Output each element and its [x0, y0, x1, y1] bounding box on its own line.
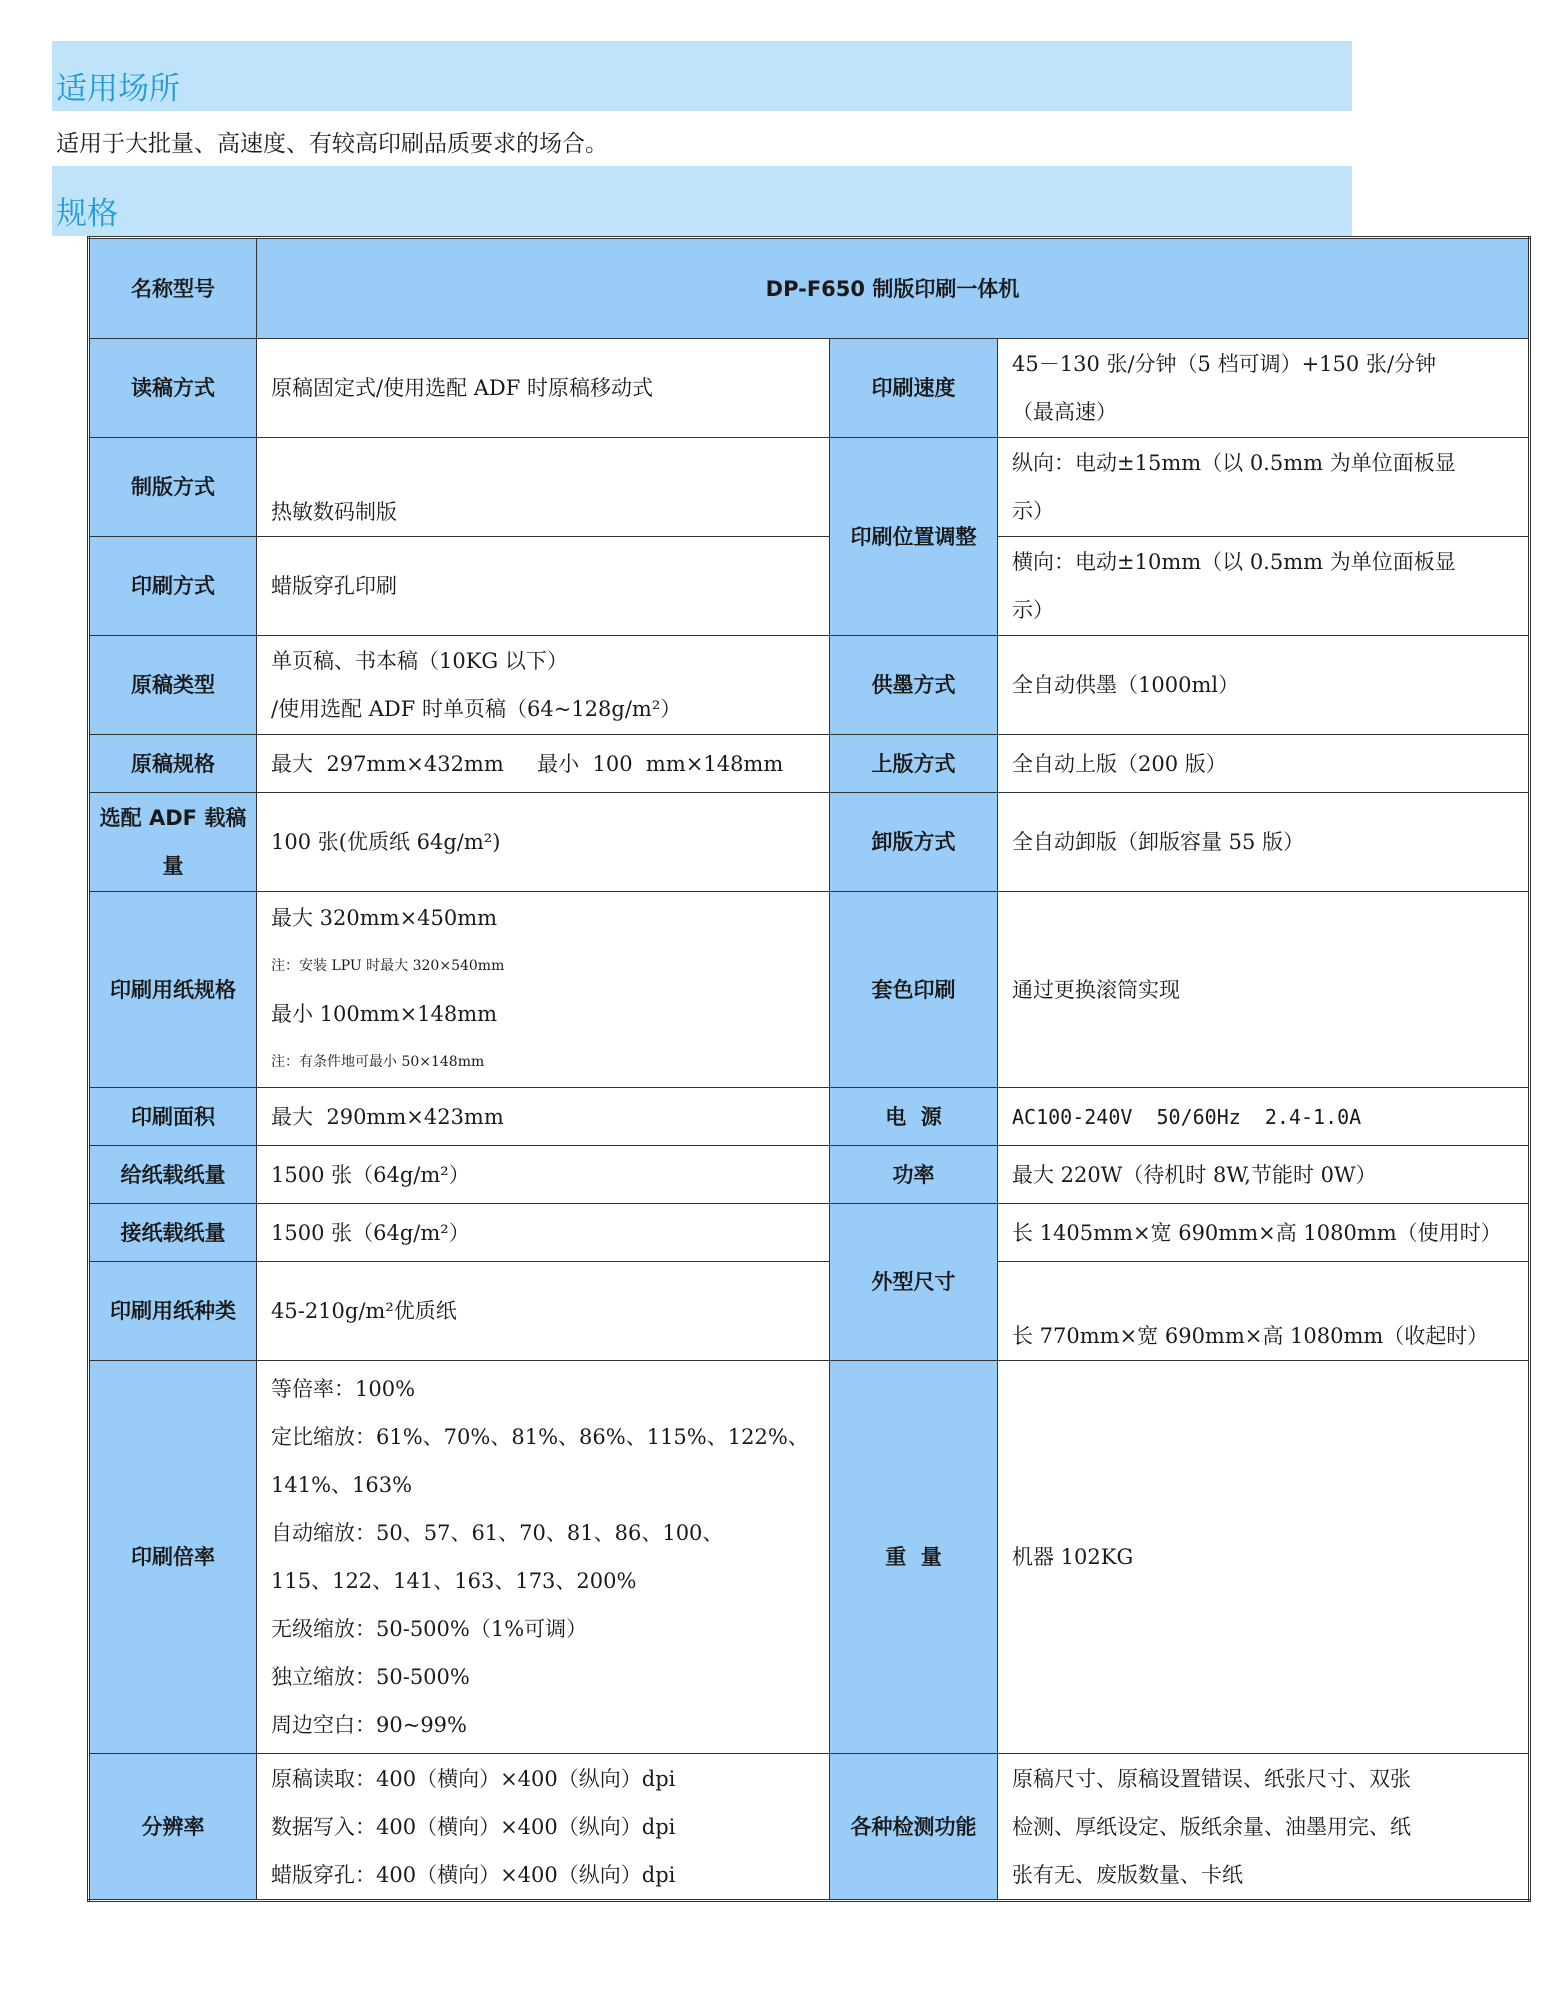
- text-line: 原稿尺寸、原稿设置错误、纸张尺寸、双张: [1012, 1766, 1411, 1791]
- table-row: [89, 339, 1530, 438]
- value-detection-functions: [998, 1754, 1530, 1901]
- value-print-method: 蜡版穿孔印刷: [257, 537, 830, 636]
- label-print-speed: 印刷速度: [830, 339, 998, 438]
- table-row: [89, 1204, 1530, 1262]
- label-plate-loading: 上版方式: [830, 735, 998, 793]
- text-line: 等倍率：100%: [271, 1377, 416, 1401]
- text-line: （最高速）: [1012, 400, 1117, 424]
- label-model: 名称型号: [89, 238, 257, 339]
- label-print-method: 印刷方式: [89, 537, 257, 636]
- note-text: 注：安装 LPU 时最大 320×540mm: [271, 957, 505, 974]
- section-title-applicable: 适用场所: [56, 71, 180, 107]
- value-power-source: AC100-240V 50/60Hz 2.4-1.0A: [998, 1088, 1530, 1146]
- value-color-printing: 通过更换滚筒实现: [998, 892, 1530, 1088]
- label-color-printing: 套色印刷: [830, 892, 998, 1088]
- table-row: [89, 238, 1530, 339]
- value-vertical-adjust: [998, 438, 1530, 537]
- label-magnification: 印刷倍率: [89, 1361, 257, 1754]
- label-detection-functions: 各种检测功能: [830, 1754, 998, 1901]
- table-row: [89, 1262, 1530, 1361]
- text-line: 纵向：电动±15mm（以 0.5mm 为单位面板显: [1012, 451, 1456, 475]
- value-magnification: [257, 1361, 830, 1754]
- label-weight: 重 量: [830, 1361, 998, 1754]
- value-original-type: [257, 636, 830, 735]
- label-power-source: 电 源: [830, 1088, 998, 1146]
- value-plate-loading: 全自动上版（200 版）: [998, 735, 1530, 793]
- value-reading-method: 原稿固定式/使用选配 ADF 时原稿移动式: [257, 339, 830, 438]
- value-dimensions-in-use: 长 1405mm×宽 690mm×高 1080mm（使用时）: [998, 1204, 1530, 1262]
- value-platemaking-method: 热敏数码制版: [257, 438, 830, 537]
- text-line: 原稿读取：400（横向）×400（纵向）dpi: [271, 1766, 676, 1791]
- text-line: 示）: [1012, 499, 1054, 523]
- note-text: 注：有条件地可最小 50×148mm: [271, 1053, 485, 1070]
- table-row: [89, 1088, 1530, 1146]
- table-row: [89, 892, 1530, 1088]
- label-feed-capacity: 给纸载纸量: [89, 1146, 257, 1204]
- value-print-speed: [998, 339, 1530, 438]
- label-original-type: 原稿类型: [89, 636, 257, 735]
- label-paper-type: 印刷用纸种类: [89, 1262, 257, 1361]
- label-receive-capacity: 接纸载纸量: [89, 1204, 257, 1262]
- text-line: 115、122、141、163、173、200%: [271, 1569, 637, 1593]
- value-resolution: [257, 1754, 830, 1901]
- value-adf-capacity: 100 张(优质纸 64g/m²): [257, 793, 830, 892]
- text-line: 最小 100mm×148mm: [271, 1001, 498, 1026]
- label-ink-supply: 供墨方式: [830, 636, 998, 735]
- value-paper-type: 45-210g/m²优质纸: [257, 1262, 830, 1361]
- value-plate-discharge: 全自动卸版（卸版容量 55 版）: [998, 793, 1530, 892]
- table-row: [89, 1146, 1530, 1204]
- text-line: 示）: [1012, 598, 1054, 622]
- label-resolution: 分辨率: [89, 1754, 257, 1901]
- text-line: 检测、厚纸设定、版纸余量、油墨用完、纸: [1012, 1814, 1411, 1839]
- text-line: 单页稿、书本稿（10KG 以下）: [271, 649, 568, 673]
- text-line: 45－130 张/分钟（5 档可调）+150 张/分钟: [1012, 352, 1437, 376]
- table-row: [89, 438, 1530, 537]
- label-adf-capacity: 选配 ADF 载稿量: [89, 793, 257, 892]
- table-row: [89, 1361, 1530, 1754]
- text-line: /使用选配 ADF 时单页稿（64~128g/m²）: [271, 697, 682, 721]
- table-row: [89, 1754, 1530, 1901]
- label-print-area: 印刷面积: [89, 1088, 257, 1146]
- label-original-size: 原稿规格: [89, 735, 257, 793]
- section-header-applicable: [52, 41, 1352, 111]
- section-header-spec: [52, 166, 1352, 236]
- applicable-description: 适用于大批量、高速度、有较高印刷品质要求的场合。: [56, 131, 608, 157]
- section-title-spec: 规格: [56, 196, 118, 232]
- label-plate-discharge: 卸版方式: [830, 793, 998, 892]
- text-line: 定比缩放：61%、70%、81%、86%、115%、122%、: [271, 1425, 809, 1449]
- text-line: 自动缩放：50、57、61、70、81、86、100、: [271, 1521, 724, 1545]
- label-platemaking-method: 制版方式: [89, 438, 257, 537]
- label-dimensions: 外型尺寸: [830, 1204, 998, 1361]
- value-feed-capacity: 1500 张（64g/m²）: [257, 1146, 830, 1204]
- label-print-position: 印刷位置调整: [830, 438, 998, 636]
- table-row: [89, 793, 1530, 892]
- value-original-size: 最大 297mm×432mm 最小 100 mm×148mm: [257, 735, 830, 793]
- value-paper-size: [257, 892, 830, 1088]
- text-line: 独立缩放：50-500%: [271, 1665, 470, 1689]
- value-dimensions-stowed: 长 770mm×宽 690mm×高 1080mm（收起时）: [998, 1262, 1530, 1361]
- model-value: DP-F650 制版印刷一体机: [257, 238, 1530, 339]
- table-row: [89, 636, 1530, 735]
- value-ink-supply: 全自动供墨（1000ml）: [998, 636, 1530, 735]
- text-line: 张有无、废版数量、卡纸: [1012, 1862, 1243, 1887]
- text-line: 141%、163%: [271, 1473, 413, 1497]
- text-line: 蜡版穿孔：400（横向）×400（纵向）dpi: [271, 1862, 676, 1887]
- label-reading-method: 读稿方式: [89, 339, 257, 438]
- text-line: 无级缩放：50-500%（1%可调）: [271, 1617, 588, 1641]
- value-horizontal-adjust: [998, 537, 1530, 636]
- text-line: 横向：电动±10mm（以 0.5mm 为单位面板显: [1012, 550, 1456, 574]
- label-power-consumption: 功率: [830, 1146, 998, 1204]
- text-line: 周边空白：90~99%: [271, 1713, 467, 1737]
- value-weight: 机器 102KG: [998, 1361, 1530, 1754]
- spec-table: [87, 236, 1531, 1902]
- value-receive-capacity: 1500 张（64g/m²）: [257, 1204, 830, 1262]
- value-print-area: 最大 290mm×423mm: [257, 1088, 830, 1146]
- table-row: [89, 537, 1530, 636]
- table-row: [89, 735, 1530, 793]
- text-line: 最大 320mm×450mm: [271, 905, 498, 930]
- label-paper-size: 印刷用纸规格: [89, 892, 257, 1088]
- text-line: 数据写入：400（横向）×400（纵向）dpi: [271, 1814, 676, 1839]
- value-power-consumption: 最大 220W（待机时 8W,节能时 0W）: [998, 1146, 1530, 1204]
